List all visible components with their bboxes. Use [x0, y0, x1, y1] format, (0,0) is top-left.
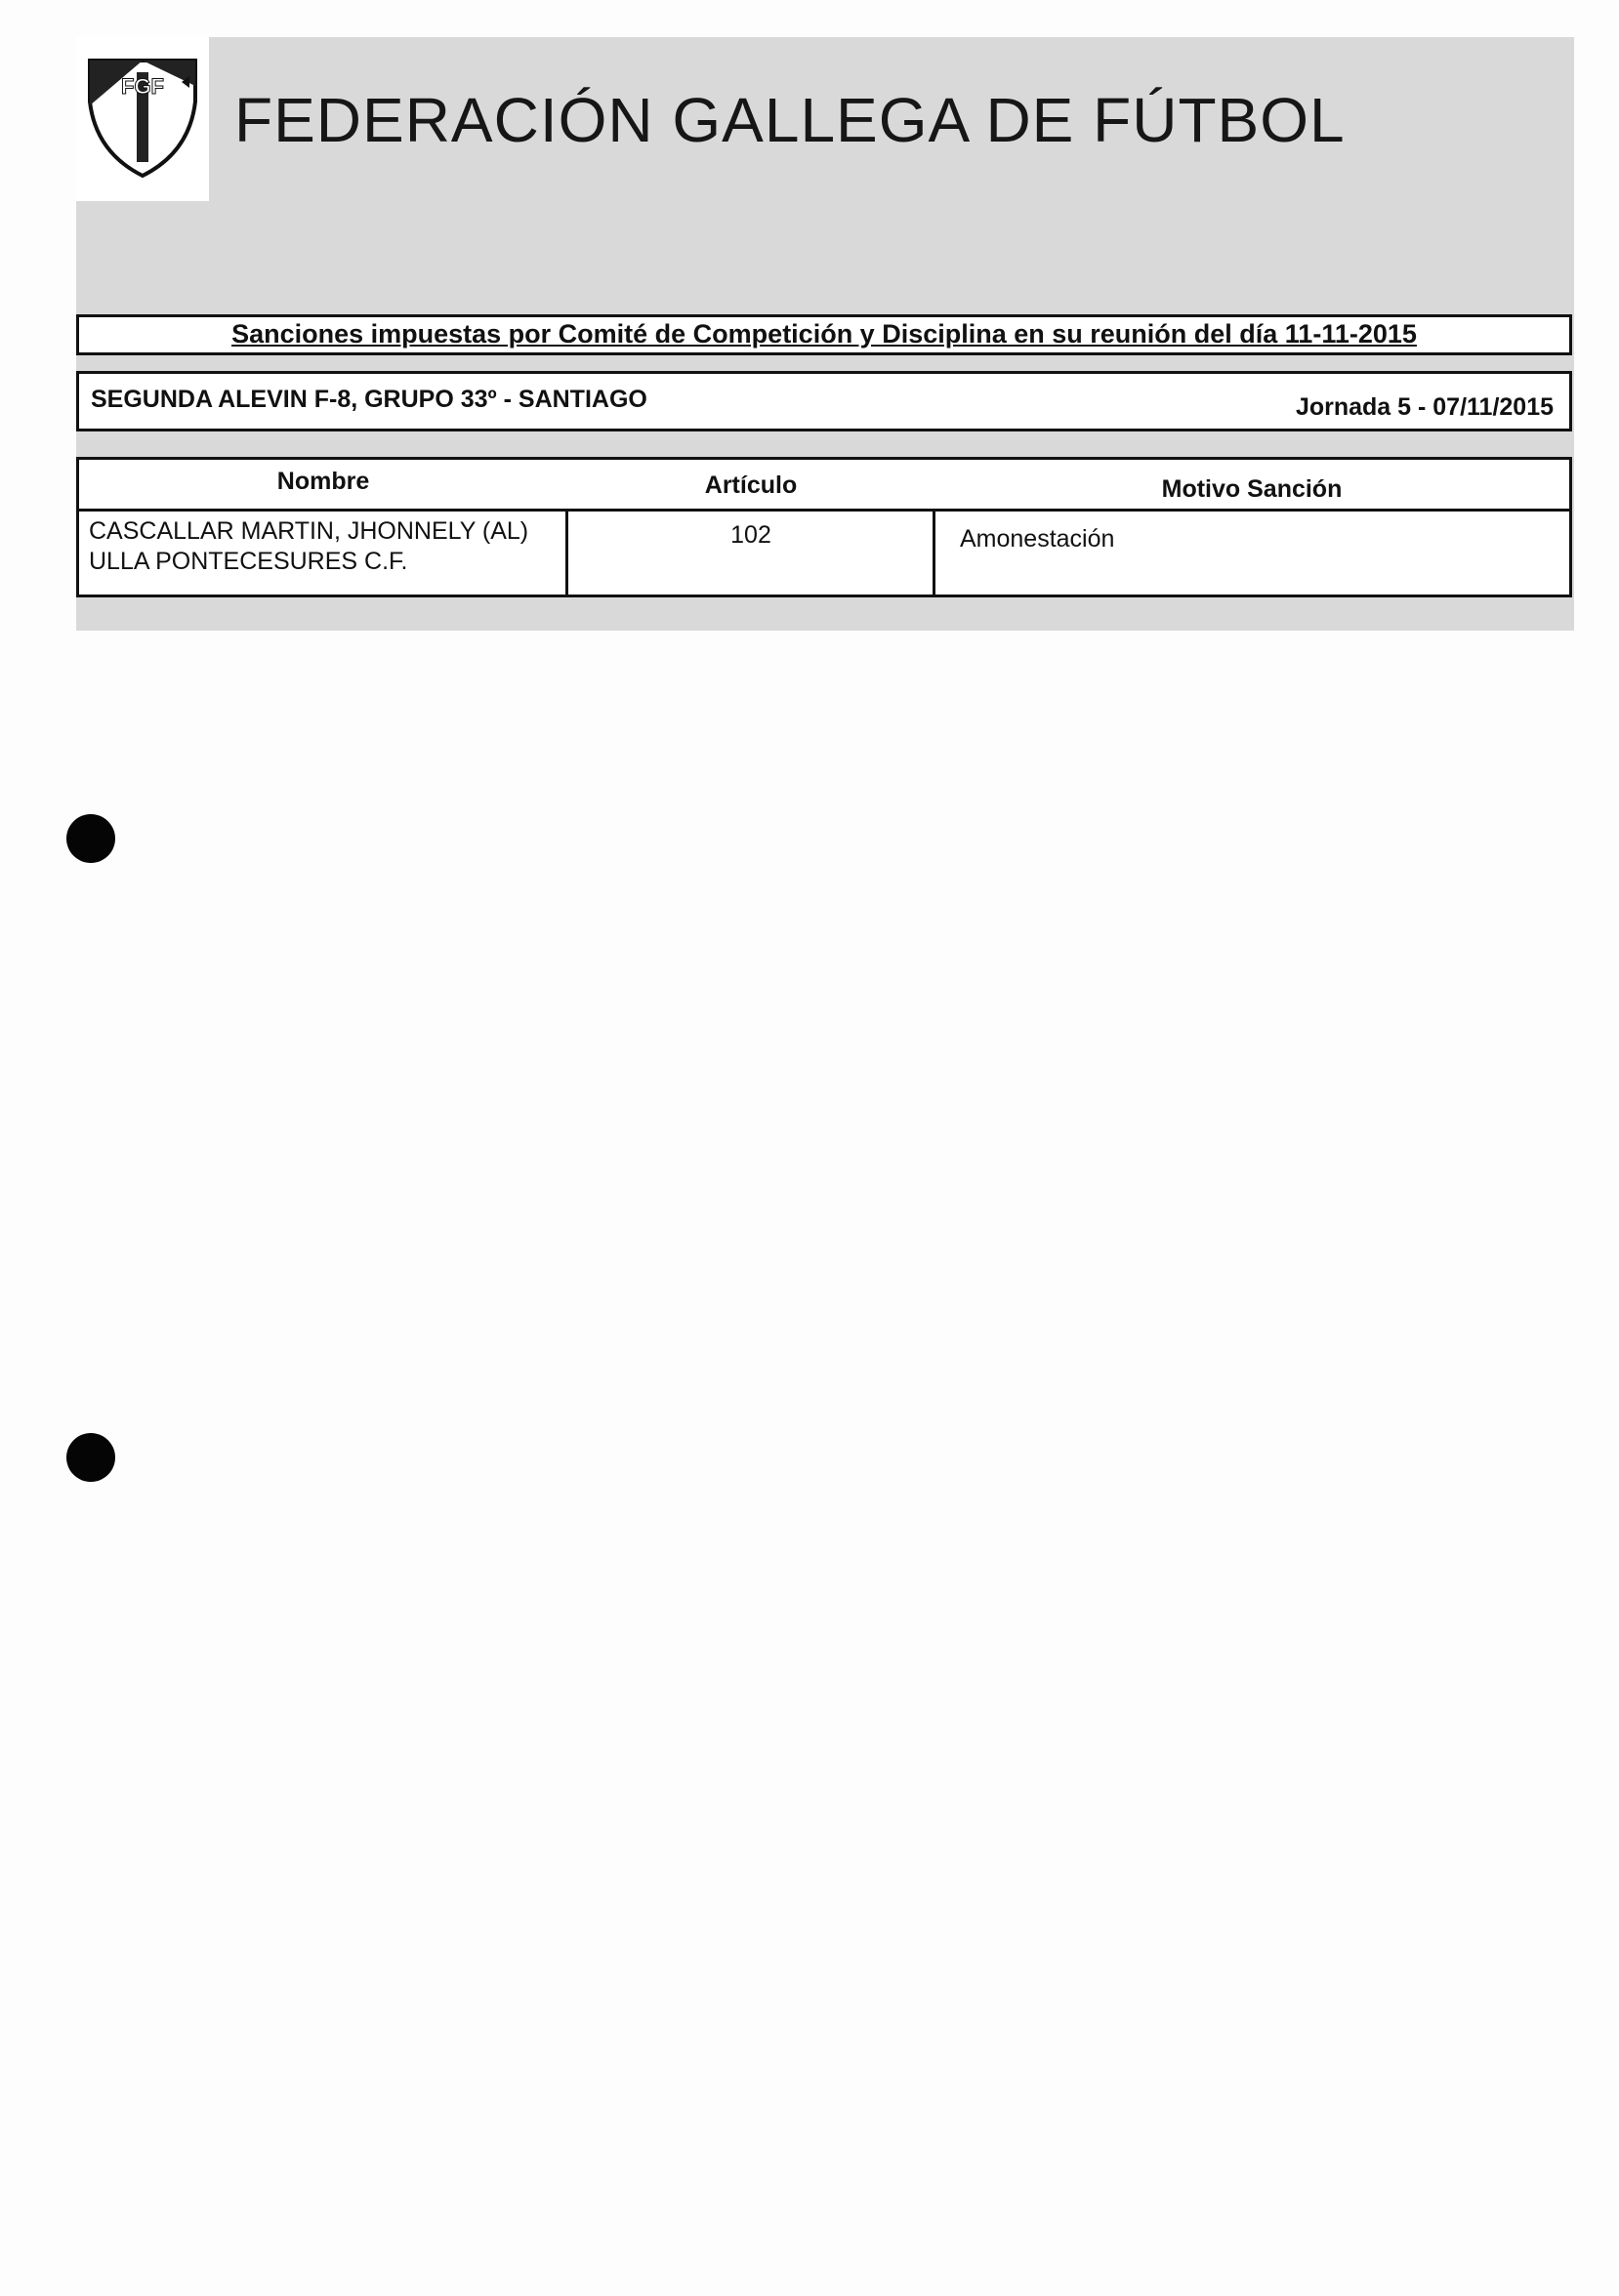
jornada-label: Jornada 5 - 07/11/2015 — [1295, 393, 1554, 421]
sanctions-table — [76, 457, 1572, 597]
sanction-reason: Amonestación — [960, 525, 1115, 553]
header-motivo: Motivo Sanción — [1161, 475, 1343, 503]
header-nombre: Nombre — [276, 468, 370, 495]
svg-text:FGF: FGF — [121, 74, 164, 99]
competition-bar — [76, 371, 1572, 431]
article-number: 102 — [730, 521, 771, 549]
sanctions-title: Sanciones impuestas por Comité de Competición y Disciplina en su reunión del día 11-11-2015 — [231, 319, 1417, 348]
punch-hole — [66, 814, 115, 863]
header-divider — [79, 509, 1569, 512]
header-articulo: Artículo — [704, 472, 798, 499]
federation-logo — [76, 37, 209, 201]
federation-title: FEDERACIÓN GALLEGA DE FÚTBOL — [234, 85, 1346, 155]
shield-icon — [84, 47, 201, 184]
competition-name: SEGUNDA ALEVIN F-8, GRUPO 33º - SANTIAGO — [91, 386, 647, 413]
punch-hole — [66, 1433, 115, 1482]
team-name: ULLA PONTECESURES C.F. — [89, 548, 408, 575]
player-name: CASCALLAR MARTIN, JHONNELY (AL) — [89, 517, 529, 545]
sanctions-title-bar — [76, 314, 1572, 355]
